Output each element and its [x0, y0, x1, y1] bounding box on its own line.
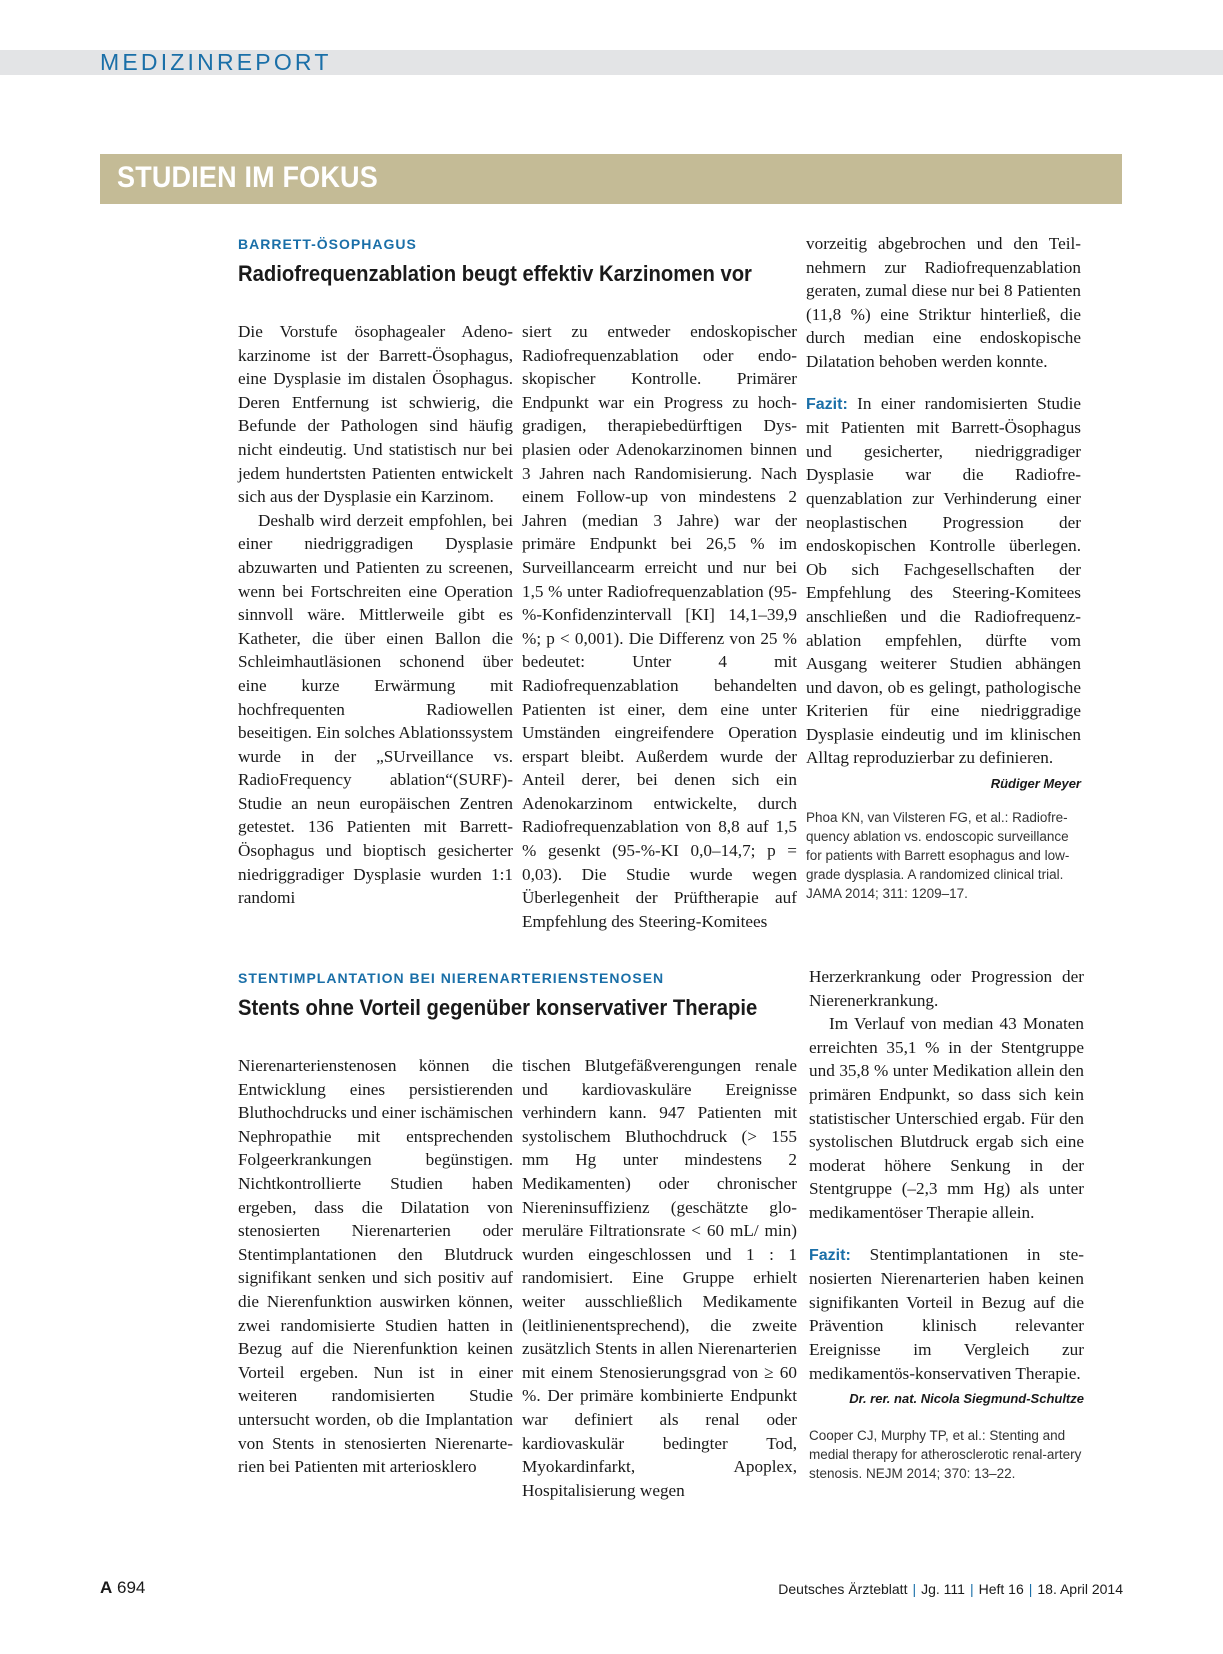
- article2-column-1: [238, 1054, 513, 1479]
- article2-paragraph: Im Verlauf von median 43 Monaten erreichten 35,1 % in der Stentgruppe und 35,8 % unter Medikation allein den primären Endpunkt, so dass sich kein statistischer Unterschied ergab. Für den systolischen Blutdruck ergab sich eine moderat höhere Senkung in der Stentgruppe (–2,3 mm Hg) als unter medikamentöser Therapie allein.: [809, 1014, 1084, 1222]
- article2-fazit-text: Stentimplantationen in stenosierten Nierenarterien haben keinen signifikanten Vorteil in Bezug auf die Prävention klinisch relevanter Ereignisse im Vergleich zur medikamentös-konservativen Therapie.: [809, 1244, 1084, 1383]
- separator: |: [969, 1581, 974, 1597]
- article1-author: Rüdiger Meyer: [990, 776, 1081, 792]
- article1-paragraph: siert zu entweder endoskopischer Radiofrequenzablation oder endoskopischer Kontrolle. Primärer Endpunkt war ein Progress zu hochgradigen, therapiebedürftigen Dysplasien oder Adenokarzinomen binnen 3 Jahren nach Randomisierung. Nach einem Follow-up von mindestens 2 Jahren (median 3 Jahre) war der primäre Endpunkt bei 26,5 % im Surveillancearm erreicht und nur bei 1,5 % unter Radiofrequenzablation (95-%-Konfidenzintervall [KI] 14,1–39,9 %; p < 0,001). Die Differenz von 25 % bedeutet: Unter 4 mit Radiofrequenzablation behandelten Patienten ist einer, dem eine unter Umständen eingreifendere Operation erspart bleibt. Außerdem wurde der Anteil derer, bei denen sich ein Adenokarzinom entwickelte, durch Radiofrequenzablation von 8,8 auf 1,5 % gesenkt (95-%-KI 0,0–14,7; p = 0,03). Die Studie wurde wegen Überlegenheit der Prüftherapie auf Empfehlung des Steering-Komitees: [522, 322, 797, 931]
- article2-fazit-label: Fazit:: [809, 1246, 851, 1264]
- page-number-value: 694: [117, 1578, 146, 1597]
- page-number: [100, 1578, 145, 1598]
- separator: |: [1028, 1581, 1033, 1597]
- journal-name: Deutsches Ärzteblatt: [778, 1581, 908, 1597]
- article1-column-3: [806, 232, 1081, 796]
- article1-fazit-text: In einer randomisierten Studie mit Patienten mit Barrett-Ösophagus und gesicherter, niedriggradiger Dysplasie war die Radiofrequenzablation zur Verhinderung einer neoplastischen Progression der endoskopischen Kontrolle überlegen. Ob sich Fachgesellschaften der Empfehlung des Steering-Komitees anschließen und die Radiofrequenzablation empfehlen, dürfte vom Ausgang weiterer Studien abhängen und davon, ob es gelingt, pathologische Kriterien für eine niedriggradige Dysplasie eindeutig und im klinischen Alltag reproduzierbar zu definieren.: [806, 393, 1081, 768]
- article2-paragraph: Nierenarterienstenosen können die Entwicklung eines persistierenden Bluthochdrucks und einer ischämischen Nephropathie mit entsprechenden Folgeerkrankungen begünstigen. Nichtkontrollierte Studien haben ergeben, dass die Dilatation von stenosierten Nierenarterien oder Stentimplantationen den Blutdruck signifikant senken und sich positiv auf die Nierenfunktion auswirken können, zwei randomisierte Studien hatten in Bezug auf die Nierenfunktion keinen Vorteil ergeben. Nun ist in einer weiteren randomisierten Studie untersucht worden, ob die Implantation von Stents in stenosierten Nierenarterien bei Patienten mit arteriosklero: [238, 1056, 513, 1477]
- article2-column-2: [522, 1054, 797, 1502]
- article2-kicker: STENTIMPLANTATION BEI NIERENARTERIENSTENOSEN: [238, 970, 665, 986]
- article2-column-3: [809, 965, 1084, 1411]
- article2-paragraph: Herzerkrankung oder Progression der Nierenerkrankung.: [809, 967, 1084, 1010]
- article1-paragraph: Die Vorstufe ösophagealer Adenokarzinome ist der Barrett-Ösophagus, eine Dysplasie im distalen Ösophagus. Deren Entfernung ist schwierig, die Befunde der Pathologen sind häufig nicht eindeutig. Und statistisch nur bei jedem hundertsten Patienten entwickelt sich aus der Dysplasie ein Karzinom.: [238, 322, 513, 507]
- article2-paragraph: tischen Blutgefäßverengungen renale und kardiovaskuläre Ereignisse verhindern kann. 947 Patienten mit systolischem Bluthochdruck (> 155 mm Hg unter mindestens 2 Medikamenten) oder chronischer Niereninsuffizienz (geschätzte glomeruläre Filtrationsrate < 60 mL/ min) wurden eingeschlossen und 1 : 1 randomisiert. Eine Gruppe erhielt weiter ausschließlich Medikamente (leitlinienentsprechend), die zweite zusätzlich Stents in allen Nierenarterien mit einem Stenosierungsgrad von ≥ 60 %. Der primäre kombinierte Endpunkt war definiert als renal oder kardiovaskulär bedingter Tod, Myokardinfarkt, Apoplex, Hospitalisierung wegen: [522, 1056, 797, 1500]
- journal-info: [778, 1581, 1123, 1597]
- focus-banner-title: STUDIEN IM FOKUS: [117, 161, 378, 194]
- article1-column-1: [238, 320, 513, 910]
- article1-kicker: BARRETT-ÖSOPHAGUS: [238, 236, 417, 252]
- article2-reference: Cooper CJ, Murphy TP, et al.: Stenting and medial therapy for atherosclerotic renal-artery stenosis. NEJM 2014; 370: 13–22.: [809, 1428, 1082, 1481]
- article1-paragraph: Deshalb wird derzeit empfohlen, bei einer niedriggradigen Dysplasie abzuwarten und Patienten zu screenen, wenn bei Fortschreiten eine Operation sinnvoll wäre. Mittlerweile gibt es Katheter, die über einen Ballon die Schleimhautläsionen schonend über eine kurze Erwärmung mit hochfrequenten Radiowellen beseitigen. Ein solches Ablationssystem wurde in der „SUrveillance vs. RadioFrequency ablation“(SURF)-Studie an neun europäischen Zentren getestet. 136 Patienten mit Barrett-Ösophagus und bioptisch gesicherter niedriggradiger Dysplasie wurden 1:1 randomi: [238, 510, 513, 908]
- page-prefix: A: [100, 1578, 113, 1597]
- focus-banner: [100, 154, 1122, 204]
- article1-fazit: [806, 392, 1081, 792]
- article1-reference: Phoa KN, van Vilsteren FG, et al.: Radiofrequency ablation vs. endoscopic surveillance for patients with Barrett esophagus and low-grade dysplasia. A randomized clinical trial. JAMA 2014; 311: 1209–17.: [806, 810, 1070, 901]
- journal-volume: Jg. 111: [921, 1581, 965, 1597]
- journal-issue: Heft 16: [978, 1581, 1024, 1597]
- article1-headline: Radiofrequenzablation beugt effektiv Karzinomen vor: [238, 261, 752, 286]
- article1-paragraph: vorzeitig abgebrochen und den Teilnehmern zur Radiofrequenzablation geraten, zumal diese nur bei 8 Patienten (11,8 %) eine Striktur hinterließ, die durch median eine endoskopische Dilatation behoben werden konnte.: [806, 234, 1081, 371]
- article2-fazit: [809, 1243, 1084, 1407]
- separator: |: [912, 1581, 917, 1597]
- section-label: MEDIZINREPORT: [100, 49, 332, 75]
- article2-headline: Stents ohne Vorteil gegenüber konservativer Therapie: [238, 995, 758, 1020]
- article1-fazit-label: Fazit:: [806, 395, 848, 413]
- article2-author: Dr. rer. nat. Nicola Siegmund-Schultze: [849, 1391, 1084, 1407]
- journal-date: 18. April 2014: [1037, 1581, 1123, 1597]
- article1-column-2: [522, 320, 797, 933]
